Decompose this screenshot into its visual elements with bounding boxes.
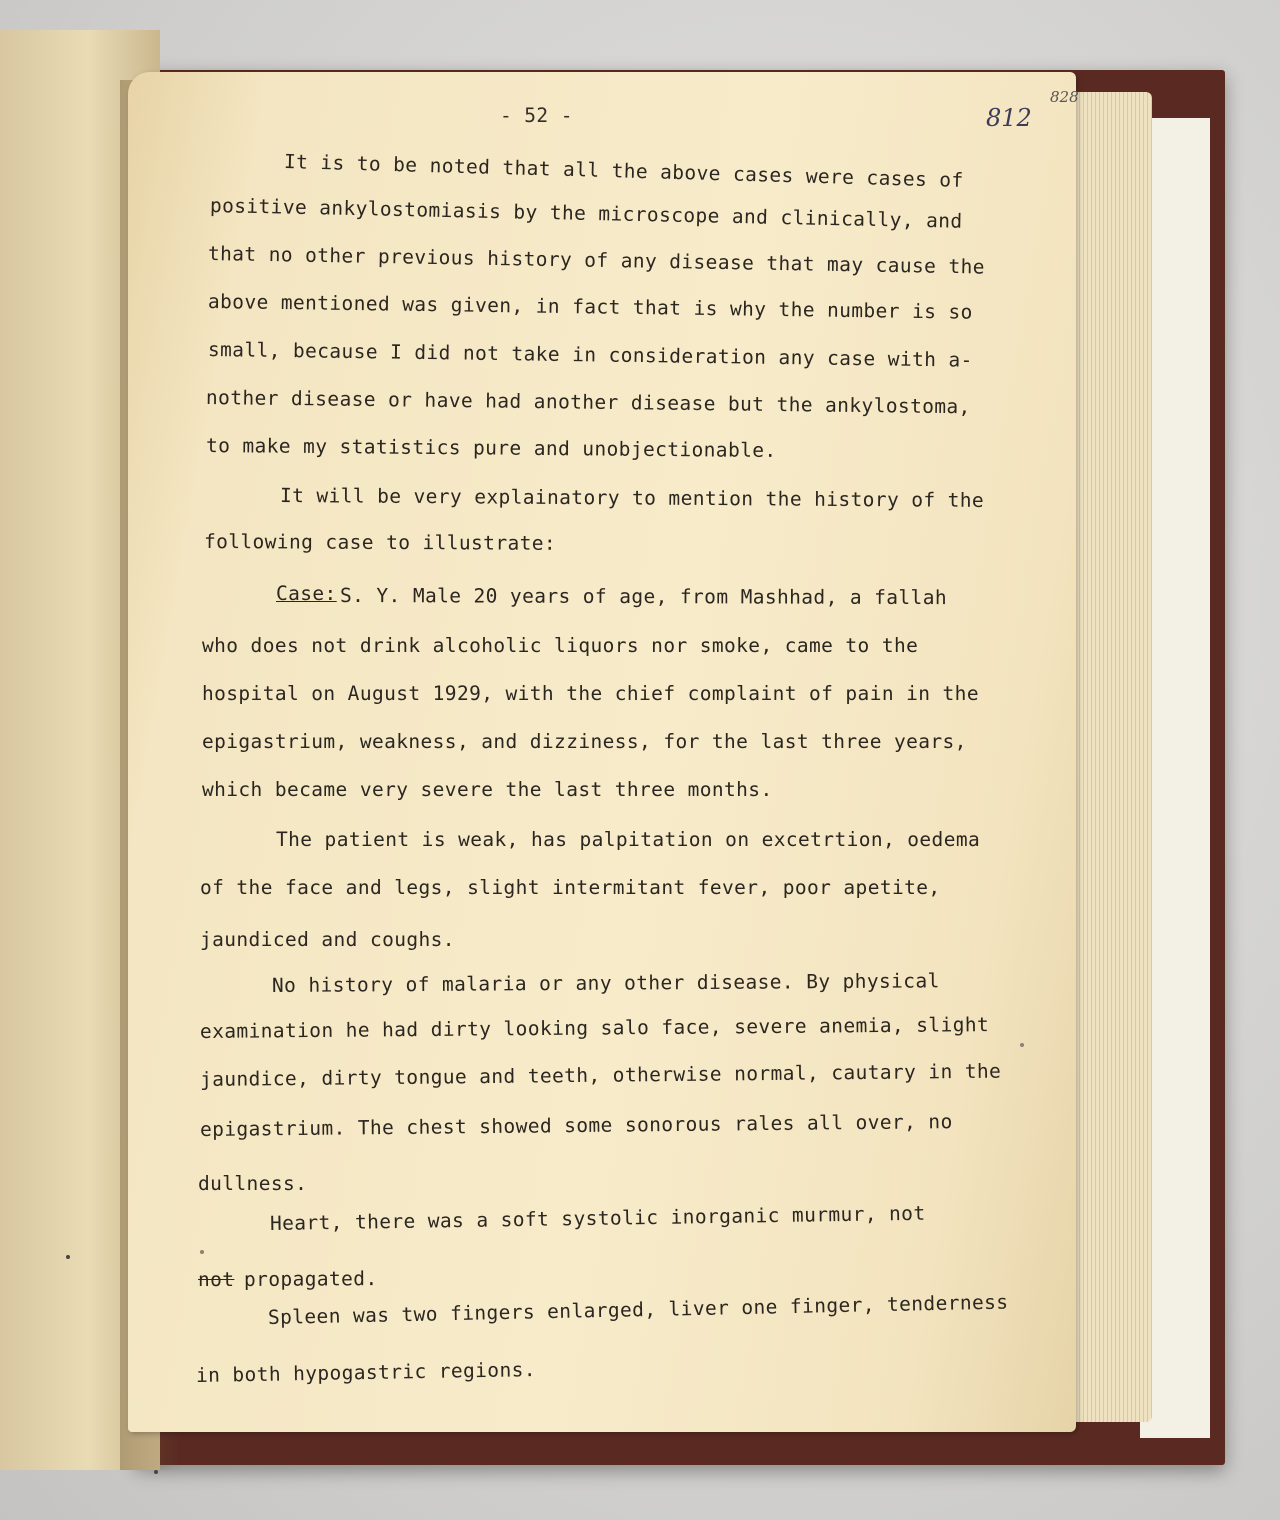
paper-speck: [200, 1250, 204, 1254]
text-line: that no other previous history of any disease that may cause the: [207, 242, 986, 279]
text-line: who does not drink alcoholic liquors nor smoke, came to the: [202, 634, 919, 657]
handwritten-page-number: 812: [986, 104, 1032, 132]
text-line: of the face and legs, slight intermitant fever, poor apetite,: [200, 876, 941, 899]
text-line: dullness.: [198, 1172, 308, 1195]
text-line: nother disease or have had another disease but the ankylostoma,: [205, 386, 971, 419]
text-line: propagated.: [243, 1267, 378, 1291]
text-line: S. Y. Male 20 years of age, from Mashhad, a fallah: [339, 584, 948, 610]
text-line: It is to be noted that all the above cases were cases of: [283, 150, 964, 192]
text-line: jaundiced and coughs.: [200, 928, 455, 951]
text-line: jaundice, dirty tongue and teeth, otherwise normal, cautary in the: [199, 1059, 1002, 1091]
text-line: in both hypogastric regions.: [195, 1358, 537, 1387]
text-line: above mentioned was given, in fact that is why the number is so: [207, 290, 973, 324]
text-line: Heart, there was a soft systolic inorganic murmur, not: [269, 1201, 926, 1235]
corner-pencil-mark: 828: [1050, 88, 1079, 106]
page-number: - 52 -: [500, 104, 573, 127]
text-line: following case to illustrate:: [203, 530, 557, 555]
text-line: It will be very explainatory to mention the history of the: [279, 484, 985, 512]
paper-speck: [66, 1255, 70, 1259]
text-line: Spleen was two fingers enlarged, liver one finger, tenderness: [267, 1290, 1009, 1329]
text-line: hospital on August 1929, with the chief complaint of pain in the: [202, 682, 979, 705]
paper-speck: [154, 1470, 158, 1474]
struck-word: not: [198, 1268, 235, 1291]
text-line: positive ankylostomiasis by the microscope and clinically, and: [209, 194, 963, 233]
text-line: small, because I did not take in consideration any case with a-: [207, 338, 973, 372]
text-line: to make my statistics pure and unobjectionable.: [205, 434, 777, 462]
text-line: epigastrium. The chest showed some sonorous rales all over, no: [199, 1110, 953, 1141]
text-line: epigastrium, weakness, and dizziness, for the last three years,: [202, 730, 967, 753]
paper-speck: [1020, 1043, 1024, 1047]
text-line: which became very severe the last three months.: [202, 778, 773, 801]
text-line: No history of malaria or any other disease. By physical: [271, 969, 940, 997]
text-line: The patient is weak, has palpitation on excetrtion, oedema: [276, 828, 981, 851]
case-heading: Case:: [276, 582, 337, 605]
text-line: examination he had dirty looking salo face, severe anemia, slight: [199, 1013, 990, 1043]
